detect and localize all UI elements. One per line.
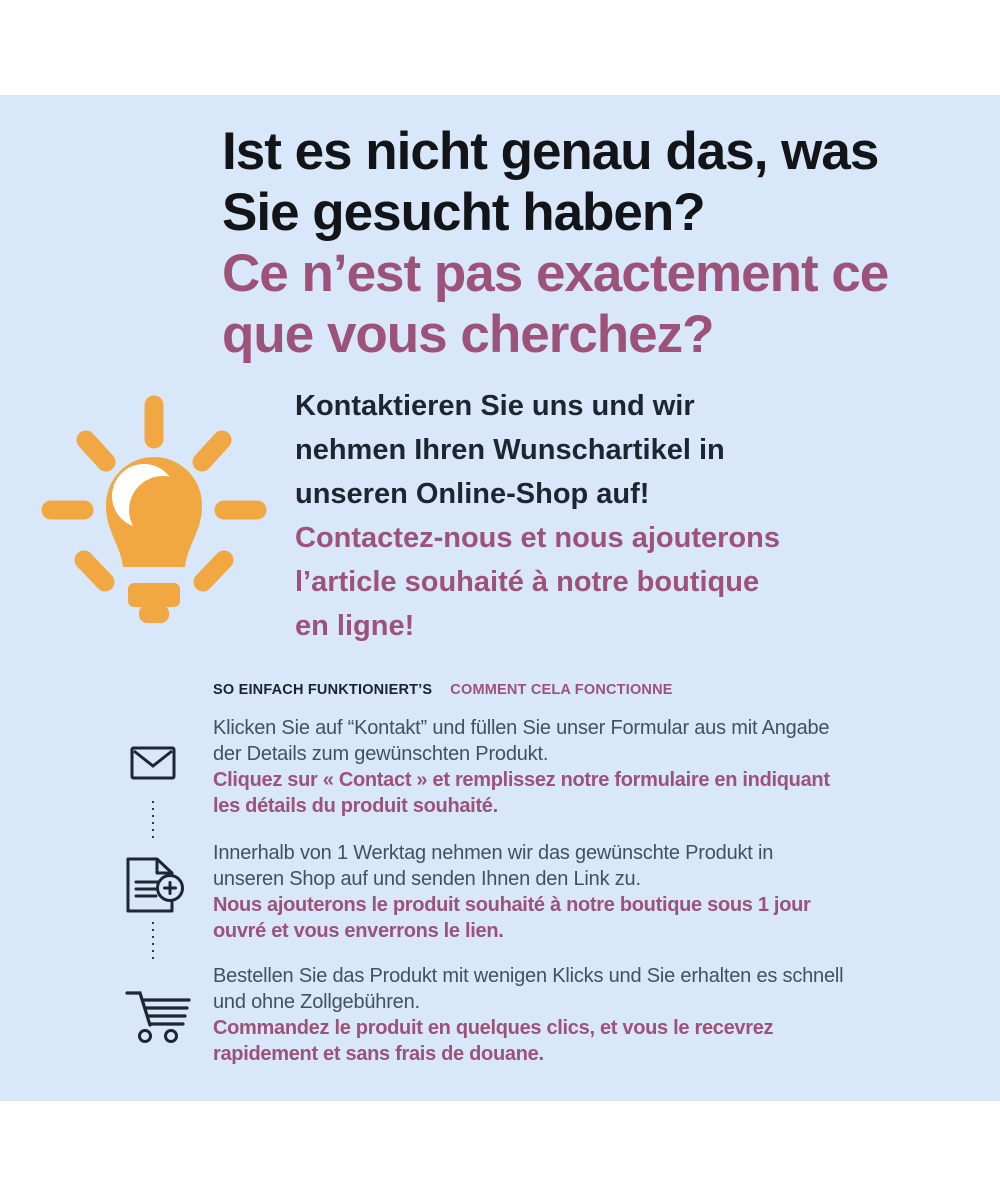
step-3 — [213, 963, 843, 1067]
intro-fr-line-1: Contactez-nous et nous ajouterons — [295, 522, 780, 554]
step-3-fr-line-1: Commandez le produit en quelques clics, et vous le recevrez — [213, 1017, 774, 1039]
step-3-de-line-1: Bestellen Sie das Produkt mit wenigen Klicks und Sie erhalten es schnell — [213, 965, 844, 987]
headline-de-line-1: Ist es nicht genau das, was — [222, 122, 879, 181]
step-2-fr-line-2: ouvré et vous enverrons le lien. — [213, 920, 504, 942]
headline-de-line-2: Sie gesucht haben? — [222, 183, 705, 242]
intro-fr-line-2: l’article souhaité à notre boutique — [295, 566, 760, 598]
how-it-works-title-fr: COMMENT CELA FONCTIONNE — [450, 682, 673, 698]
envelope-icon — [130, 746, 176, 780]
intro-de-line-3: unseren Online-Shop auf! — [295, 478, 650, 510]
step-2-de-line-2: unseren Shop auf und senden Ihnen den Link zu. — [213, 868, 641, 890]
lightbulb-icon — [40, 393, 268, 625]
headline-fr-line-1: Ce n’est pas exactement ce — [222, 244, 889, 303]
info-panel — [0, 95, 1000, 1101]
intro-de-line-1: Kontaktieren Sie uns und wir — [295, 390, 695, 422]
dotted-connector — [152, 801, 154, 842]
dotted-connector — [152, 922, 154, 963]
step-1-de-line-2: der Details zum gewünschten Produkt. — [213, 743, 549, 765]
step-2-fr-line-1: Nous ajouterons le produit souhaité à notre boutique sous 1 jour — [213, 894, 811, 916]
step-1-fr-line-2: les détails du produit souhaité. — [213, 795, 498, 817]
document-add-icon — [126, 857, 188, 913]
step-2 — [213, 840, 811, 944]
shopping-cart-icon — [124, 986, 194, 1044]
step-2-de-line-1: Innerhalb von 1 Werktag nehmen wir das gewünschte Produkt in — [213, 842, 774, 864]
intro-fr-line-3: en ligne! — [295, 610, 415, 642]
headline-fr-line-2: que vous cherchez? — [222, 305, 714, 364]
step-1-de-line-1: Klicken Sie auf “Kontakt” und füllen Sie unser Formular aus mit Angabe — [213, 717, 830, 739]
step-1 — [213, 715, 830, 819]
how-it-works-header — [213, 680, 673, 700]
step-1-fr-line-1: Cliquez sur « Contact » et remplissez notre formulaire en indiquant — [213, 769, 830, 791]
step-3-fr-line-2: rapidement et sans frais de douane. — [213, 1043, 544, 1065]
step-3-de-line-2: und ohne Zollgebühren. — [213, 991, 420, 1013]
intro-text — [295, 384, 780, 648]
how-it-works-title-de: SO EINFACH FUNKTIONIERT’S — [213, 682, 433, 698]
headline — [222, 121, 888, 365]
intro-de-line-2: nehmen Ihren Wunschartikel in — [295, 434, 725, 466]
